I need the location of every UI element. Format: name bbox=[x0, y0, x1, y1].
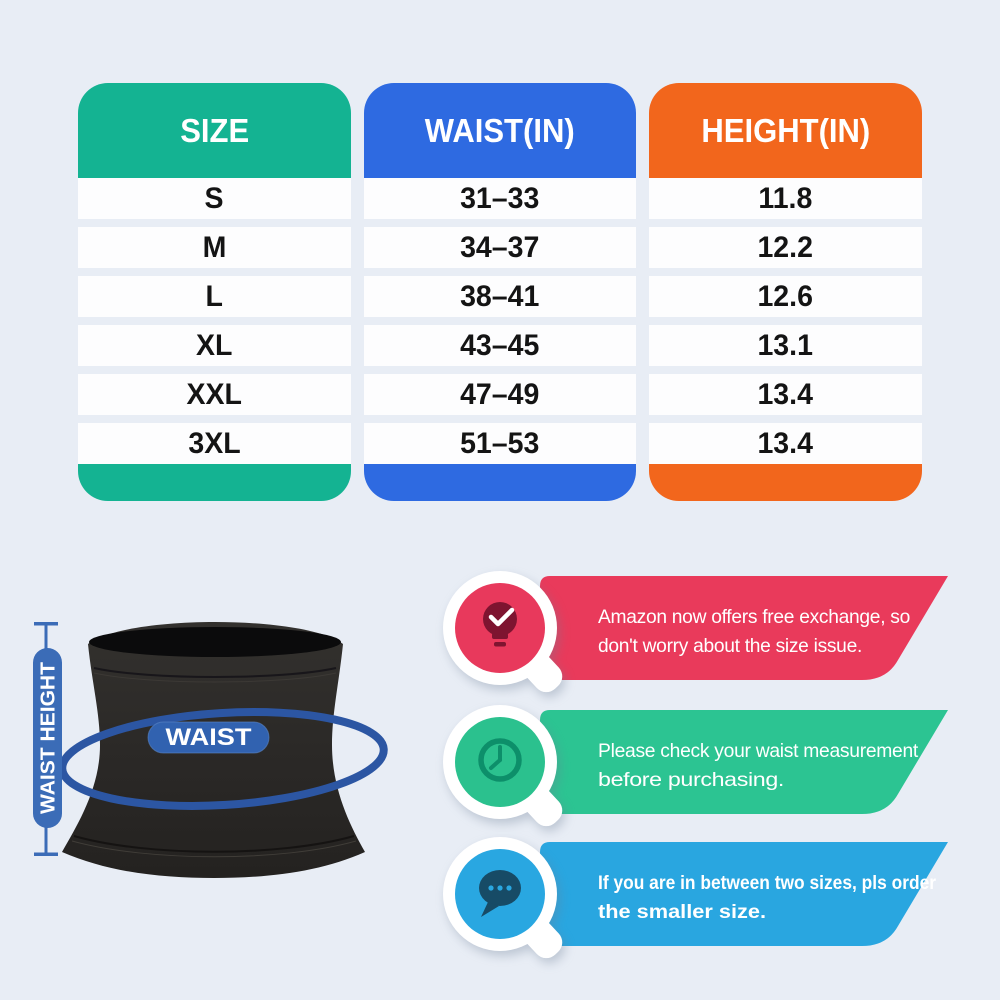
table-cell: 43–45 bbox=[364, 325, 637, 366]
table-cell: 51–53 bbox=[364, 423, 637, 464]
table-cell: 3XL bbox=[78, 423, 351, 464]
height-column-header bbox=[649, 83, 922, 178]
callout-text-line: the smaller size. bbox=[598, 901, 766, 923]
callout-badge bbox=[436, 553, 586, 703]
callout-text-line: before purchasing. bbox=[598, 769, 784, 791]
callout-badge bbox=[436, 819, 586, 969]
callout-text-line: If you are in between two sizes, pls order bbox=[598, 872, 937, 894]
size-column-header bbox=[78, 83, 351, 178]
callout-banner bbox=[540, 710, 948, 814]
callout-text-line: don't worry about the size issue. bbox=[598, 635, 862, 657]
waist-column-footer bbox=[364, 464, 637, 501]
callout-order-smaller-size bbox=[436, 819, 956, 979]
size-column bbox=[78, 83, 351, 501]
table-cell: 13.4 bbox=[649, 423, 922, 464]
size-column-title: SIZE bbox=[179, 111, 249, 149]
waist-cells bbox=[364, 178, 637, 464]
waist-trainer-svg bbox=[18, 598, 458, 898]
height-cells bbox=[649, 178, 922, 464]
table-cell: 12.6 bbox=[649, 276, 922, 317]
height-column bbox=[649, 83, 922, 501]
table-cell: 13.4 bbox=[649, 374, 922, 415]
waist-height-label: WAIST HEIGHT bbox=[37, 669, 60, 814]
table-cell: 11.8 bbox=[649, 178, 922, 219]
waist-column bbox=[364, 83, 637, 501]
table-cell: S bbox=[78, 178, 351, 219]
size-chart bbox=[78, 83, 922, 501]
table-cell: 31–33 bbox=[364, 178, 637, 219]
waist-label: WAIST bbox=[165, 724, 252, 751]
callout-badge bbox=[436, 687, 586, 837]
table-cell: M bbox=[78, 227, 351, 268]
table-cell: XXL bbox=[78, 374, 351, 415]
waist-trainer-illustration bbox=[18, 598, 458, 898]
callout-text-line: Amazon now offers free exchange, so bbox=[598, 606, 911, 628]
table-cell: 13.1 bbox=[649, 325, 922, 366]
table-cell: 34–37 bbox=[364, 227, 637, 268]
waist-column-header bbox=[364, 83, 637, 178]
height-column-footer bbox=[649, 464, 922, 501]
waist-column-title: WAIST(IN) bbox=[425, 111, 575, 149]
callout-banner bbox=[540, 576, 948, 680]
table-cell: XL bbox=[78, 325, 351, 366]
callout-text-line: Please check your waist measurement bbox=[598, 740, 919, 762]
table-cell: 38–41 bbox=[364, 276, 637, 317]
table-cell: L bbox=[78, 276, 351, 317]
table-cell: 47–49 bbox=[364, 374, 637, 415]
size-column-footer bbox=[78, 464, 351, 501]
height-column-title: HEIGHT(IN) bbox=[701, 111, 871, 149]
callout-banner bbox=[540, 842, 948, 946]
table-cell: 12.2 bbox=[649, 227, 922, 268]
size-cells bbox=[78, 178, 351, 464]
garment-top-rim bbox=[89, 627, 341, 657]
